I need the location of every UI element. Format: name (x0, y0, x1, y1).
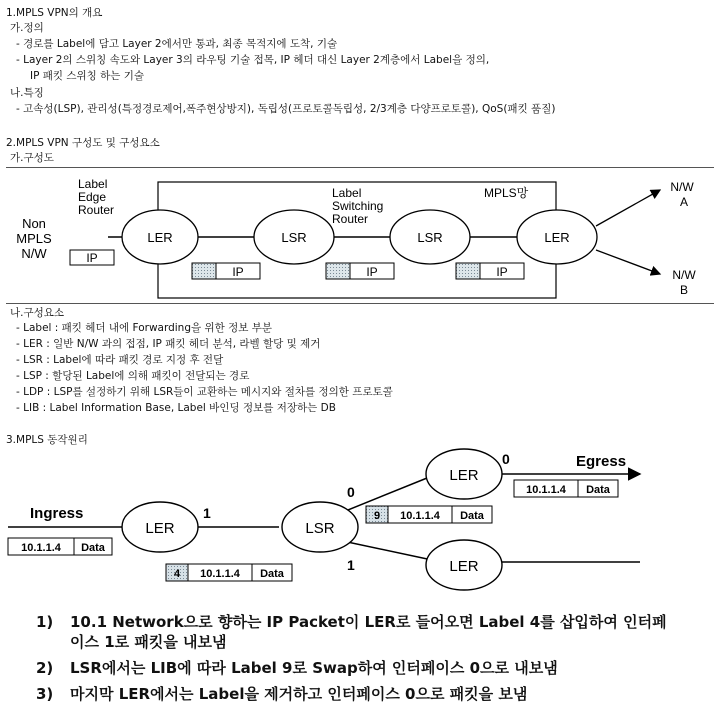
section1-title: 1.MPLS VPN의 개요 (6, 7, 103, 19)
svg-text:10.1.1.4: 10.1.1.4 (21, 542, 61, 554)
svg-text:4: 4 (173, 568, 181, 580)
section2-title: 2.MPLS VPN 구성도 및 구성요소 (6, 137, 160, 149)
packet-ip-only (70, 250, 114, 265)
mpls-architecture-diagram (0, 168, 720, 300)
packet-label-9 (366, 506, 492, 523)
non-mpls-label: Non (22, 216, 46, 231)
component-item-lib: - LIB : Label Information Base, Label 바인딩 정보를 저장하는 DB (16, 402, 336, 414)
egress-label: Egress (576, 453, 627, 470)
svg-text:IP: IP (496, 265, 508, 279)
section3-title: 3.MPLS 동작원리 (6, 434, 88, 446)
step-number: 1) (36, 613, 54, 631)
step-2 (36, 658, 558, 678)
step-number: 3) (36, 685, 54, 703)
lsr-full-name: Label (332, 186, 362, 200)
svg-text:N/W: N/W (21, 246, 47, 261)
svg-text:Router: Router (78, 203, 115, 217)
packet-egress (514, 480, 618, 497)
svg-text:IP: IP (86, 251, 98, 265)
mpls-operation-diagram (0, 440, 720, 600)
packet-label-4 (166, 564, 292, 581)
svg-text:IP: IP (366, 265, 378, 279)
svg-text:Data: Data (460, 510, 484, 522)
step-1 (36, 612, 667, 632)
interface-0-label: 0 (347, 484, 355, 500)
interface-1-label: 1 (203, 505, 211, 521)
ler-node-right (517, 210, 597, 264)
component-item-ler: - LER : 일반 N/W 과의 접점, IP 패킷 헤더 분석, 라벨 할당 및 제거 (16, 338, 321, 350)
section1-a-title: 가.정의 (10, 22, 44, 34)
packet-ingress (8, 538, 112, 555)
egress-ler-node (426, 449, 502, 499)
svg-text:B: B (679, 283, 689, 297)
section2-b-title: 나.구성요소 (10, 307, 65, 319)
other-ler-node (426, 540, 502, 590)
nw-a-label: N/W (670, 180, 694, 194)
svg-text:MPLS: MPLS (16, 231, 52, 246)
svg-text:Data: Data (81, 542, 105, 554)
svg-text:Router: Router (332, 212, 369, 226)
ler-full-name: Label (78, 177, 108, 191)
svg-text:10.1.1.4: 10.1.1.4 (526, 484, 566, 496)
svg-text:9: 9 (373, 510, 381, 522)
svg-text:LSR: LSR (281, 230, 307, 245)
step-text: LSR에서는 LIB에 따라 Label 9로 Swap하여 인터페이스 0으로 내보냄 (70, 659, 558, 677)
svg-text:LSR: LSR (305, 520, 335, 537)
lsr-node-2 (390, 210, 470, 264)
step-text: 마지막 LER에서는 Label을 제거하고 인터페이스 0으로 패킷을 보냄 (70, 685, 528, 703)
svg-text:Edge: Edge (78, 190, 107, 204)
svg-text:IP: IP (232, 265, 244, 279)
section1-b-title: 나.특징 (10, 87, 44, 99)
component-item-lsp: - LSP : 할당된 Label에 의해 패킷이 전달되는 경로 (16, 370, 250, 382)
egress-interface-0-label: 0 (502, 451, 510, 467)
definition-item-1: - 경로를 Label에 담고 Layer 2에서만 통과, 최종 목적지에 도착, 기술 (16, 38, 338, 50)
step-text: 10.1 Network으로 향하는 IP Packet이 LER로 들어오면 Label 4를 삽입하여 인터페 (70, 613, 667, 631)
svg-text:Data: Data (586, 484, 610, 496)
svg-text:LER: LER (147, 230, 173, 245)
mpls-network-label: MPLS망 (484, 186, 529, 200)
lsr-node (282, 502, 358, 552)
packet-labeled-2 (326, 263, 394, 279)
step-number: 2) (36, 659, 54, 677)
svg-text:LSR: LSR (417, 230, 443, 245)
feature-item-1: - 고속성(LSP), 관리성(특정경로제어,폭주현상방지), 독립성(프로토콜독립성, 2/3계층 다양프로토콜), QoS(패킷 품질) (16, 103, 556, 115)
svg-text:LER: LER (449, 558, 479, 575)
divider (6, 303, 714, 304)
step-3 (36, 684, 527, 704)
packet-labeled-3 (456, 263, 524, 279)
lsr-node-1 (254, 210, 334, 264)
svg-text:Data: Data (260, 568, 284, 580)
svg-text:LER: LER (145, 520, 175, 537)
ingress-ler-node (122, 502, 198, 552)
definition-item-3: IP 패킷 스위칭 하는 기술 (30, 70, 145, 82)
interface-1b-label: 1 (347, 557, 355, 573)
component-item-label: - Label : 패킷 헤더 내에 Forwarding을 위한 정보 부분 (16, 322, 273, 334)
definition-item-2: - Layer 2의 스위칭 속도와 Layer 3의 라우팅 기술 접목, IP 헤더 대신 Layer 2계층에서 Label을 정의, (16, 54, 490, 66)
svg-text:Switching: Switching (332, 199, 384, 213)
packet-labeled-1 (192, 263, 260, 279)
svg-text:A: A (679, 195, 689, 209)
component-item-lsr: - LSR : Label에 따라 패킷 경로 지정 후 전달 (16, 354, 224, 366)
ingress-label: Ingress (30, 505, 84, 522)
component-item-ldp: - LDP : LSP를 설정하기 위해 LSR들이 교환하는 메시지와 절차를 정의한 프로토콜 (16, 386, 393, 398)
svg-text:LER: LER (544, 230, 570, 245)
nw-b-label: N/W (672, 268, 696, 282)
step-1-continued: 이스 1로 패킷을 내보냄 (70, 633, 227, 651)
svg-text:LER: LER (449, 467, 479, 484)
section2-a-title: 가.구성도 (10, 152, 54, 164)
svg-text:10.1.1.4: 10.1.1.4 (200, 568, 240, 580)
ler-node-left (122, 210, 198, 264)
svg-text:10.1.1.4: 10.1.1.4 (400, 510, 440, 522)
